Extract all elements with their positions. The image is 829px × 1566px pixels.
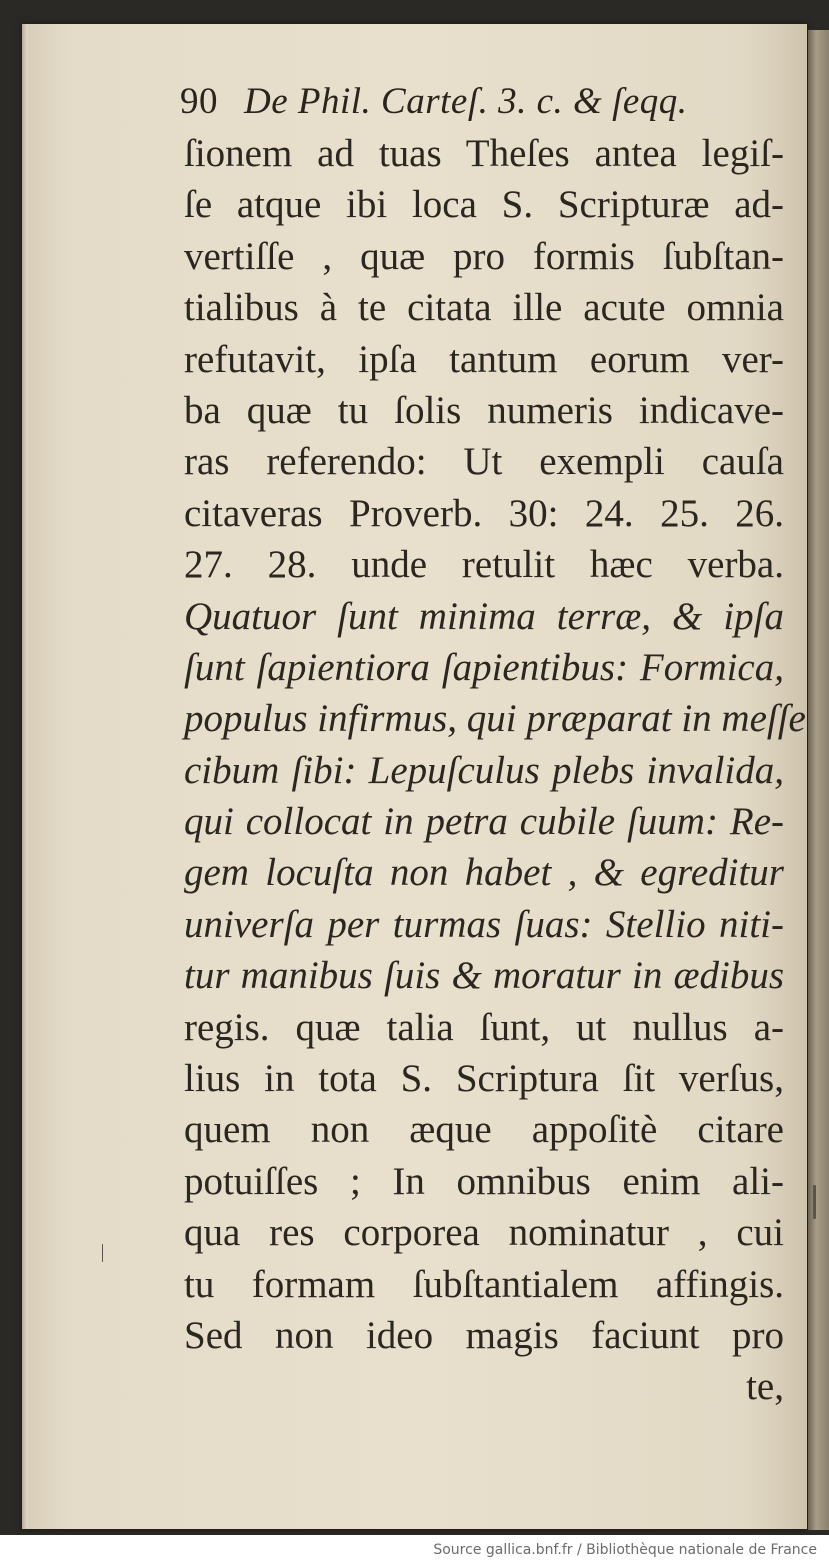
text-line: tu formam ſubſtantialem affingis. — [184, 1262, 784, 1306]
text-line: ba quæ tu ſolis numeris indicave- — [184, 388, 784, 432]
text-line: qua res corporea nominatur , cui — [184, 1211, 784, 1255]
text-line: vertiſſe , quæ pro formis ſubſtan- — [184, 234, 784, 278]
page-gutter-shadow — [22, 24, 28, 1529]
text-line: quem non æque appoſitè citare — [184, 1108, 784, 1152]
running-head — [180, 80, 688, 123]
text-line: te, — [746, 1365, 784, 1409]
text-line: potuiſſes ; In omnibus enim ali- — [184, 1159, 784, 1203]
text-line: 27. 28. unde retulit hæc verba. — [184, 543, 784, 587]
text-line: Quatuor ſunt minima terræ, & ipſa — [184, 594, 784, 638]
text-line: qui collocat in petra cubile ſuum: Re- — [184, 800, 784, 844]
text-line: ſe atque ibi loca S. Scripturæ ad- — [184, 183, 784, 227]
text-line: univerſa per turmas ſuas: Stellio niti- — [184, 902, 784, 946]
page-edge-stack — [808, 30, 829, 1530]
text-line: Sed non ideo magis faciunt pro — [184, 1313, 784, 1357]
body-text — [184, 128, 806, 1413]
source-credit: Source gallica.bnf.fr / Bibliothèque nationale de France — [433, 1542, 817, 1558]
text-line: tur manibus ſuis & moratur in ædibus — [184, 954, 784, 998]
margin-mark — [102, 1244, 103, 1262]
running-title: De Phil. Carteſ. 3. c. & ſeqq. — [244, 81, 688, 122]
text-line: ſionem ad tuas Theſes antea legiſ- — [184, 132, 784, 175]
text-line: ſunt ſapientiora ſapientibus: Formica, — [184, 645, 784, 689]
margin-mark — [813, 1185, 816, 1219]
text-line: lius in tota S. Scriptura ſit verſus, — [184, 1057, 784, 1101]
text-line: populus infirmus, qui præparat in meſſe — [184, 697, 806, 741]
text-line: regis. quæ talia ſunt, ut nullus a- — [184, 1005, 784, 1049]
text-line: refutavit, ipſa tantum eorum ver- — [184, 337, 784, 381]
text-line: cibum ſibi: Lepuſculus plebs invalida, — [184, 748, 784, 792]
text-line: tialibus à te citata ille acute omnia — [184, 286, 784, 330]
text-line: ras referendo: Ut exempli cauſa — [184, 440, 784, 484]
source-footer — [0, 1535, 829, 1566]
text-line: citaveras Proverb. 30: 24. 25. 26. — [184, 491, 784, 535]
text-line: gem locuſta non habet , & egreditur — [184, 851, 784, 895]
page-number: 90 — [180, 81, 218, 122]
